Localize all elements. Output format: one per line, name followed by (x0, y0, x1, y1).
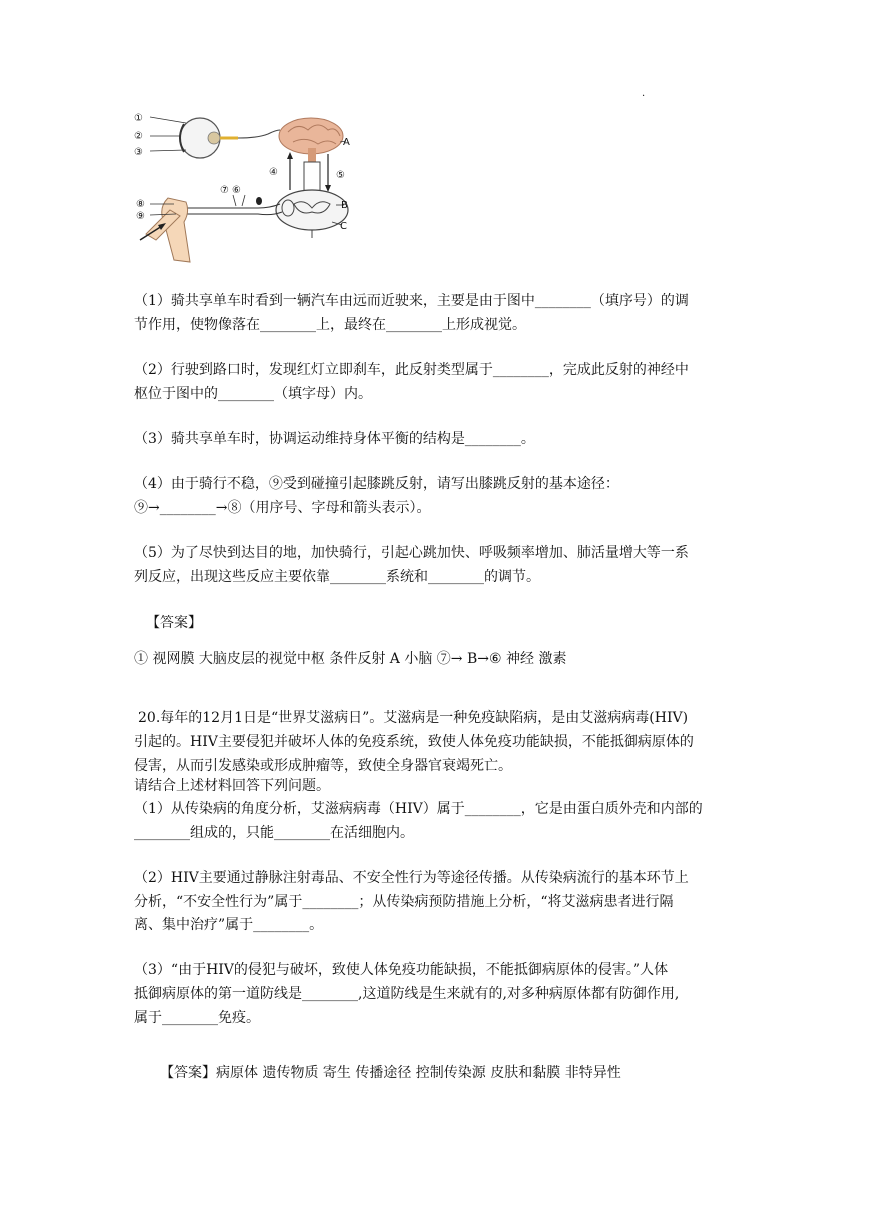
q19-part5-line2: 列反应，出现这些反应主要依靠________系统和________的调节。 (134, 569, 540, 585)
q20-answer (160, 1064, 621, 1082)
label-5: ⑤ (336, 170, 345, 181)
label-9: ⑨ (136, 211, 145, 222)
q19-part3-line1: （3）骑共享单车时，协调运动维持身体平衡的结构是________。 (134, 431, 535, 447)
label-4: ④ (269, 167, 278, 178)
reflex-nerves (178, 197, 282, 215)
label-A: A (343, 137, 350, 148)
q19-part5-line1: （5）为了尽快到达目的地，加快骑行，引起心跳加快、呼吸频率增加、肺活量增大等一系 (134, 545, 689, 561)
label-2: ② (134, 131, 143, 142)
nervous-system-figure (128, 112, 364, 264)
q19-part2-line2: 枢位于图中的________（填字母）内。 (134, 386, 372, 402)
q20-part3-line1: （3）“由于HIV的侵犯与破坏，致使人体免疫功能缺损，不能抵御病原体的侵害。”人体 (134, 962, 669, 978)
q19-part2-line1: （2）行驶到路口时，发现红灯立即刹车，此反射类型属于________，完成此反射的神经中 (134, 362, 689, 378)
eye-illustration (180, 118, 280, 158)
label-1: ① (134, 113, 143, 124)
q20-intro-line2: 引起的。HIV主要侵犯并破坏人体的免疫系统，致使人体免疫功能缺损，不能抵御病原体的 (134, 734, 694, 750)
label-C: C (340, 221, 347, 232)
q20-part1-line2: ________组成的，只能________在活细胞内。 (134, 825, 414, 841)
q20-part2-line1: （2）HIV主要通过静脉注射毒品、不安全性行为等途径传播。从传染病流行的基本环节上 (134, 870, 689, 886)
q20-part3-line3: 属于________免疫。 (134, 1010, 260, 1026)
q19-part1-line1: （1）骑共享单车时看到一辆汽车由远而近驶来，主要是由于图中________（填序号）的调 (134, 293, 689, 309)
q19-part4-line1: （4）由于骑行不稳，⑨受到碰撞引起膝跳反射，请写出膝跳反射的基本途径： (134, 476, 619, 492)
label-B: B (341, 200, 348, 211)
label-6: ⑥ (232, 185, 241, 196)
label-3: ③ (134, 147, 143, 158)
leg-illustration (140, 198, 190, 262)
q20-answer-text: 病原体 遗传物质 寄生 传播途径 控制传染源 皮肤和黏膜 非特异性 (216, 1065, 621, 1081)
q20-part3-line2: 抵御病原体的第一道防线是________,这道防线是生来就有的,对多种病原体都有防御作用, (134, 986, 680, 1002)
label-7: ⑦ (220, 185, 229, 196)
spinal-cord-section (276, 190, 348, 238)
q20-intro-line4: 请结合上述材料回答下列问题。 (134, 778, 330, 794)
q20-part2-line2: 分析，“不安全性行为”属于________；从传染病预防措施上分析，“将艾滋病患者进行隔 (134, 894, 674, 910)
q19-part4-line2: ⑨→________→⑧（用序号、字母和箭头表示）。 (134, 500, 431, 516)
q20-intro-line1: 20.每年的12月1日是“世界艾滋病日”。艾滋病是一种免疫缺陷病，是由艾滋病病毒(HIV) (138, 710, 689, 726)
q20-part2-line3: 离、集中治疗”属于________。 (134, 917, 324, 933)
label-8: ⑧ (136, 199, 145, 210)
q19-answer-label: 【答案】 (146, 615, 202, 631)
q20-answer-label: 【答案】 (160, 1065, 216, 1081)
q19-part1-line2: 节作用，使物像落在________上，最终在________上形成视觉。 (134, 317, 526, 333)
q20-part1-line1: （1）从传染病的角度分析，艾滋病病毒（HIV）属于________，它是由蛋白质外壳和内部的 (134, 801, 703, 817)
q19-answer-text: ① 视网膜 大脑皮层的视觉中枢 条件反射 A 小脑 ⑦→ B→⑥ 神经 激素 (134, 651, 567, 667)
page-header-dot: . (642, 88, 646, 99)
q20-intro-line3: 侵害，从而引发感染或形成肿瘤等，致使全身器官衰竭死亡。 (134, 758, 512, 774)
